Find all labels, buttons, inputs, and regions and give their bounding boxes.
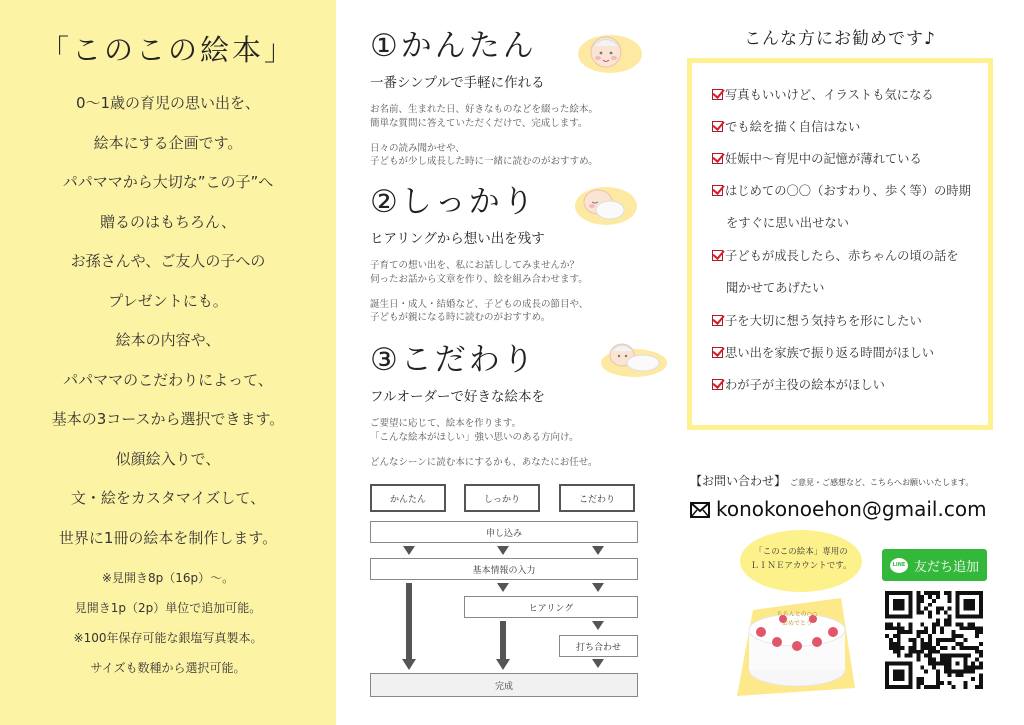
intro-panel (0, 0, 336, 725)
flow-step-basic-info: 基本情報の入力 (370, 558, 638, 580)
course-text-line: お名前、生まれた日、好きなものなどを綴った絵本。 (370, 104, 599, 115)
course-description (370, 259, 660, 325)
recommend-text: 聞かせてあげたい (726, 281, 825, 295)
recommend-item (712, 246, 959, 264)
intro-line: 世界に1冊の絵本を制作します。 (58, 528, 278, 547)
checkbox-icon (712, 250, 723, 261)
course-text-line: 「こんな絵本がほしい」強い思いのある方向け。 (370, 431, 579, 443)
email-address[interactable]: konokonoehon@gmail.com (716, 497, 987, 521)
course-title: ③こだわり (370, 342, 537, 378)
line-add-friend-button[interactable] (882, 549, 987, 581)
intro-text (0, 92, 336, 566)
course-text-line: 伺ったお話から文章を作り、絵を組み合わせます。 (370, 273, 588, 285)
recommend-item (712, 149, 922, 167)
line-logo-icon: LINE (890, 558, 908, 573)
mail-icon (690, 502, 710, 518)
flow-step-apply: 申し込み (370, 521, 638, 543)
flow-step-meeting: 打ち合わせ (559, 635, 638, 657)
course-subtitle: 一番シンプルで手軽に作れる (370, 75, 545, 91)
course-subtitle: フルオーダーで好きな絵本を (370, 389, 545, 405)
recommend-item (712, 117, 860, 135)
checkbox-icon (712, 379, 723, 390)
intro-line: 絵本の内容や、 (115, 331, 221, 349)
course-description (370, 103, 660, 169)
course-title: ①かんたん (370, 28, 537, 64)
line-button-label: 友だち追加 (913, 559, 979, 575)
contact-heading (690, 472, 973, 489)
recommend-text: 思い出を家族で振り返る時間がほしい (725, 346, 935, 360)
note-line: サイズも数種から選択可能。 (90, 661, 246, 675)
flow-arrow (592, 546, 604, 555)
note-line: ※100年保存可能な銀塩写真製本。 (73, 631, 263, 645)
course-subtitle: ヒアリングから想い出を残す (370, 231, 545, 247)
flow-arrow (592, 583, 604, 592)
recommend-text: 妊娠中〜育児中の記憶が薄れている (725, 152, 922, 166)
recommend-box (687, 58, 993, 430)
checkbox-icon (712, 315, 723, 326)
checkbox-icon (712, 89, 723, 100)
intro-line: 絵本にする企画です。 (93, 133, 243, 152)
course-text-line: 子どもが少し成長した時に一緒に読むのがおすすめ。 (370, 156, 598, 168)
baby-face-icon (574, 28, 642, 76)
flow-step-complete: 完成 (370, 673, 638, 697)
course-text-line: どんなシーンに読む本にするかも、あなたにお任せ。 (370, 456, 598, 468)
contact-note: ご意見・ご感想など、こちらへお願いいたします。 (790, 478, 974, 487)
course-title: ②しっかり (370, 184, 537, 220)
bubble-text: ＬＩＮＥアカウントです。 (750, 561, 852, 572)
intro-line: 0〜1歳の育児の思い出を、 (75, 94, 261, 112)
contact-email[interactable] (690, 497, 987, 521)
intro-line: プレゼントにも。 (108, 291, 228, 310)
recommend-title: こんな方にお勧めです♪ (744, 29, 936, 49)
course-text-line: 子どもが親になる時に読むのがおすすめ。 (370, 312, 551, 324)
cake-text: ちちんとの○○ (776, 611, 818, 618)
course-text-line: 子育ての想い出を、私にお話ししてみませんか？ (370, 260, 580, 271)
bubble-text: 「このこの絵本」専用の (754, 547, 848, 557)
lying-baby-icon (598, 335, 668, 380)
note-line: 見開き1p（2p）単位で追加可能。 (74, 601, 262, 615)
cake-text: おめでとう (781, 620, 813, 627)
course-text-line: 日々の読み聞かせや、 (370, 142, 465, 154)
intro-line: 文・絵をカスタマイズして、 (70, 489, 266, 507)
flow-arrow (592, 621, 604, 630)
recommend-text: はじめての〇〇（おすわり、歩く等）の時期 (725, 184, 971, 198)
flow-arrow (497, 546, 509, 555)
intro-line: 似顔絵入りで、 (115, 449, 221, 468)
recommend-item (712, 181, 971, 199)
flow-arrow-shaft (406, 583, 412, 659)
intro-line: パパママから大切な”この子”へ (62, 173, 274, 191)
flow-step-hearing: ヒアリング (464, 596, 638, 618)
checkbox-icon (712, 121, 723, 132)
course-text-line: 簡単な質問に答えていただくだけで、完成します。 (370, 117, 588, 129)
intro-line: お孫さんや、ご友人の子への (70, 252, 266, 270)
recommend-item (726, 213, 849, 231)
recommend-item (712, 375, 885, 393)
recommend-item (712, 343, 934, 361)
brand-title: 「このこの絵本」 (39, 33, 296, 67)
recommend-item (712, 311, 922, 329)
intro-line: 基本の3コースから選択できます。 (51, 410, 285, 428)
recommend-item (726, 278, 824, 296)
recommend-item (712, 85, 934, 103)
recommend-text: 子を大切に想う気持ちを形にしたい (725, 314, 922, 328)
flow-arrow (402, 659, 416, 670)
flow-arrow-shaft (500, 621, 506, 659)
sleeping-baby-icon (570, 178, 638, 228)
flow-course-kantan: かんたん (370, 484, 446, 512)
flow-course-kodawari: こだわり (559, 484, 635, 512)
recommend-text: 写真もいいけど、イラストも気になる (725, 88, 934, 102)
recommend-text: わが子が主役の絵本がほしい (725, 378, 885, 392)
intro-line: パパママのこだわりによって、 (63, 370, 273, 389)
recommend-text: をすぐに思い出せない (726, 216, 849, 230)
flow-arrow (496, 659, 510, 670)
flow-arrows (370, 484, 640, 699)
note-line: ※見開き8p（16p）〜。 (101, 571, 235, 585)
birthday-cake-image (733, 588, 858, 698)
course-text-line: 誕生日・成人・結婚など、子どもの成長の節目や、 (370, 298, 589, 310)
recommend-text: でも絵を描く自信はない (725, 120, 861, 134)
checkbox-icon (712, 185, 723, 196)
checkbox-icon (712, 347, 723, 358)
qr-code[interactable] (884, 591, 984, 689)
flow-arrow (403, 546, 415, 555)
recommend-text: 子どもが成長したら、赤ちゃんの頃の話を (725, 249, 959, 263)
flow-arrow (592, 659, 604, 668)
contact-title: 【お問い合わせ】 (690, 474, 787, 488)
intro-line: 贈るのはもちろん、 (100, 212, 236, 231)
line-speech-bubble (740, 530, 862, 592)
intro-notes (0, 569, 336, 689)
course-description (370, 417, 660, 469)
flow-arrow (497, 583, 509, 592)
order-flowchart (370, 484, 640, 699)
flow-course-shikkari: しっかり (464, 484, 540, 512)
course-text-line: ご要望に応じて、絵本を作ります。 (370, 418, 522, 429)
checkbox-icon (712, 153, 723, 164)
